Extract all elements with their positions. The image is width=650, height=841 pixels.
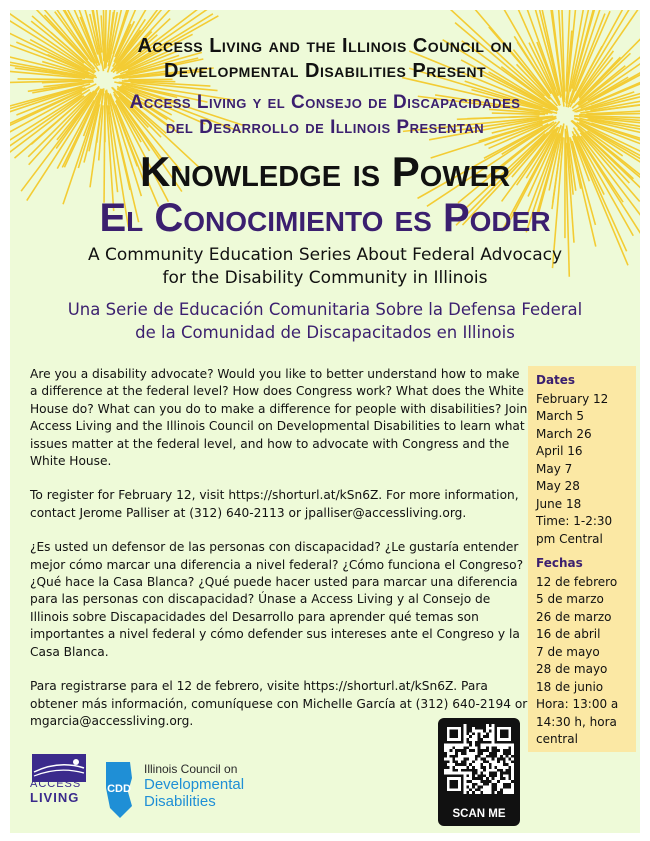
presenters-es-line1: Access Living y el Consejo de Discapacidades: [129, 92, 521, 113]
date-item-en: March 5: [536, 409, 585, 423]
presenters-en-line1: Access Living and the Illinois Council on: [137, 35, 513, 57]
flyer-page: [10, 10, 640, 833]
date-item-en: May 28: [536, 479, 580, 493]
date-item-es: 5 de marzo: [536, 592, 604, 606]
access-living-line1: ACCESS: [30, 778, 82, 790]
header: [10, 34, 640, 344]
dates-header-es: Fechas: [536, 556, 583, 570]
subtitle-en-line1: A Community Education Series About Federal Advocacy: [87, 245, 563, 265]
subtitle-es-line1: Una Serie de Educación Comunitaria Sobre la Defensa Federal: [67, 300, 583, 319]
date-item-en: March 26: [536, 426, 592, 441]
date-item-es: 26 de marzo: [536, 609, 612, 624]
date-item-es: 18 de junio: [536, 679, 604, 694]
date-item-en: April 16: [536, 444, 583, 458]
access-living-line2: LIVING: [30, 790, 80, 805]
icdd-name: [144, 762, 264, 810]
icdd-line3: Disabilities: [144, 793, 216, 810]
title-en: Knowledge is Power: [139, 148, 511, 195]
icdd-line1: Illinois Council on: [144, 762, 238, 776]
presenters-es: [10, 90, 640, 140]
date-item-es: 7 de mayo: [536, 644, 600, 659]
qr-code-icon[interactable]: [444, 724, 514, 794]
date-item-es: 16 de abril: [536, 627, 601, 641]
subtitle-en-line2: for the Disability Community in Illinois: [162, 268, 488, 288]
icdd-line2: Developmental: [144, 776, 245, 793]
scan-me-label: SCAN ME: [452, 808, 506, 820]
intro-paragraph-en: Are you a disability advocate? Would you like to better understand how to make a difference at the federal level? How does Congress work? What does the White House do? What can you do to make a difference for people with disabilities? Join Access Living and the Illinois Council on Developmental Disabilities to learn what issues matter at the federal level, and how to advocate with Congress and the White House.: [30, 367, 528, 469]
icdd-logo-icon: [102, 758, 136, 820]
register-paragraph-es: Para registrarse para el 12 de febrero, visite https://shorturl.at/kSn6Z. Para obtener más información, comuníquese con Michelle García at (312) 640-2194 or mgarcia@accessliving.org.: [30, 679, 528, 728]
date-item-en: February 12: [536, 391, 609, 406]
subtitle-es: [10, 298, 640, 344]
subtitle-es-line2: de la Comunidad de Discapacitados en Illinois: [135, 323, 515, 342]
dates-header-en: Dates: [536, 373, 576, 387]
presenters-es-line2: del Desarrollo de Illinois Presentan: [165, 117, 485, 138]
time-es: Hora: 13:00 a 14:30 h, hora central: [536, 697, 619, 746]
footer: [10, 740, 640, 833]
time-en: Time: 1-2:30 pm Central: [536, 514, 613, 546]
access-living-name: [30, 778, 92, 804]
register-paragraph-en: To register for February 12, visit https://shorturl.at/kSn6Z. For more information, contact Jerome Palliser at (312) 640-2113 or jpalliser@accessliving.org.: [30, 488, 519, 520]
date-item-en: June 18: [536, 496, 582, 511]
dates-box: [528, 366, 636, 752]
date-item-en: May 7: [536, 461, 573, 476]
body-text: [30, 366, 530, 747]
presenters-en: [10, 34, 640, 84]
title-es: El Conocimiento es Poder: [99, 196, 551, 240]
date-item-es: 12 de febrero: [536, 574, 618, 589]
subtitle-en: [10, 244, 640, 290]
date-item-es: 28 de mayo: [536, 662, 608, 676]
icdd-badge-text: CDD: [107, 783, 131, 795]
qr-code-badge[interactable]: [438, 718, 520, 826]
intro-paragraph-es: ¿Es usted un defensor de las personas con discapacidad? ¿Le gustaría entender mejor cómo marcar una diferencia a nivel federal? ¿Cómo funciona el Congreso? ¿Qué hace la Casa Blanca? ¿Qué puede hacer usted para marcar una diferencia para las personas con discapacidad? Únase a Access Living y al Consejo de Illinois sobre Discapacidades del Desarrollo para aprender qué temas son importantes a nivel federal y cómo defender sus intereses ante el Congreso y la Casa Blanca.: [30, 540, 524, 659]
presenters-en-line2: Developmental Disabilities Present: [163, 60, 487, 82]
